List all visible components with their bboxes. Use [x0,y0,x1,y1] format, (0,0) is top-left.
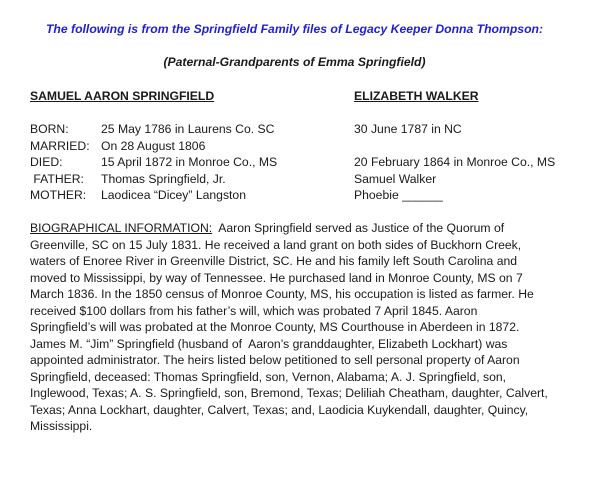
fact-right-value: Phoebie ______ [354,188,443,202]
bio-line: Springfield, deceased: Thomas Springfield, son, Vernon, Alabama; A. J. Springfield, son, [30,369,507,384]
bio-line: appointed administrator. The heirs listed below petitioned to sell personal property of Aaron [30,353,520,367]
fact-right-value: 30 June 1787 in NC [354,122,462,136]
fact-row-born [30,121,589,138]
left-person-name: SAMUEL AARON SPRINGFIELD [30,89,215,103]
fact-right-value: 20 February 1864 in Monroe Co., MS [354,155,556,169]
right-person-name: ELIZABETH WALKER [354,89,479,103]
fact-left-value: Laodicea “Dicey” Langston [101,188,246,202]
fact-label: MOTHER: [30,188,87,202]
bio-line [30,220,560,237]
bio-line: moved to Mississippi, by way of Tennessee. He purchased land in Monroe County, MS on 7 [30,270,523,285]
bio-line: March 1836. In the 1850 census of Monroe County, MS, his occupation is listed as farmer. He [30,287,534,301]
bio-line: waters of Enoree River in Greenville District, SC. He and his family left South Carolina and [30,254,518,268]
subtitle: (Paternal-Grandparents of Emma Springfield) [163,55,426,69]
bio-line: Springfield’s will was probated at the Monroe County, MS Courthouse in Aberdeen in 1872. [30,320,520,334]
intro-line: The following is from the Springfield Family files of Legacy Keeper Donna Thompson: [45,22,544,36]
fact-left-value: 25 May 1786 in Laurens Co. SC [101,122,275,136]
bio-line: Greenville, SC on 15 July 1831. He received a land grant on both sides of Buckhorn Creek, [30,237,522,252]
bio-heading: BIOGRAPHICAL INFORMATION: [30,221,213,235]
fact-label: BORN: [30,122,69,136]
bio-line: Mississippi. [30,419,93,433]
fact-left-value: 15 April 1872 in Monroe Co., MS [101,155,278,169]
fact-row-father [30,171,589,188]
fact-label: MARRIED: [30,138,90,153]
facts-table [30,121,589,204]
bio-line: Inglewood, Texas; A. S. Springfield, son, Bremond, Texas; Deliliah Cheatham, daughter, Calvert, [30,386,548,400]
biographical-information [30,220,560,435]
bio-text: Aaron Springfield served as Justice of the Quorum of [212,221,505,235]
bio-line: Texas; Anna Lockhart, daughter, Calvert, Texas; and, Laodicia Kuykendall, daughter, Quincy, [30,402,529,417]
fact-label: FATHER: [30,171,84,186]
bio-line: received $100 dollars from his father’s will, which was probated 7 April 1845. Aaron [30,303,478,318]
fact-row-married [30,138,589,155]
fact-row-mother [30,187,589,204]
fact-label: DIED: [30,155,63,169]
fact-row-died [30,154,589,171]
bio-line: James M. “Jim” Springfield (husband of Aaron’s granddaughter, Elizabeth Lockhart) was [30,336,508,351]
fact-left-value: On 28 August 1806 [101,138,206,153]
fact-right-value: Samuel Walker [354,171,437,186]
fact-left-value: Thomas Springfield, Jr. [101,171,226,186]
